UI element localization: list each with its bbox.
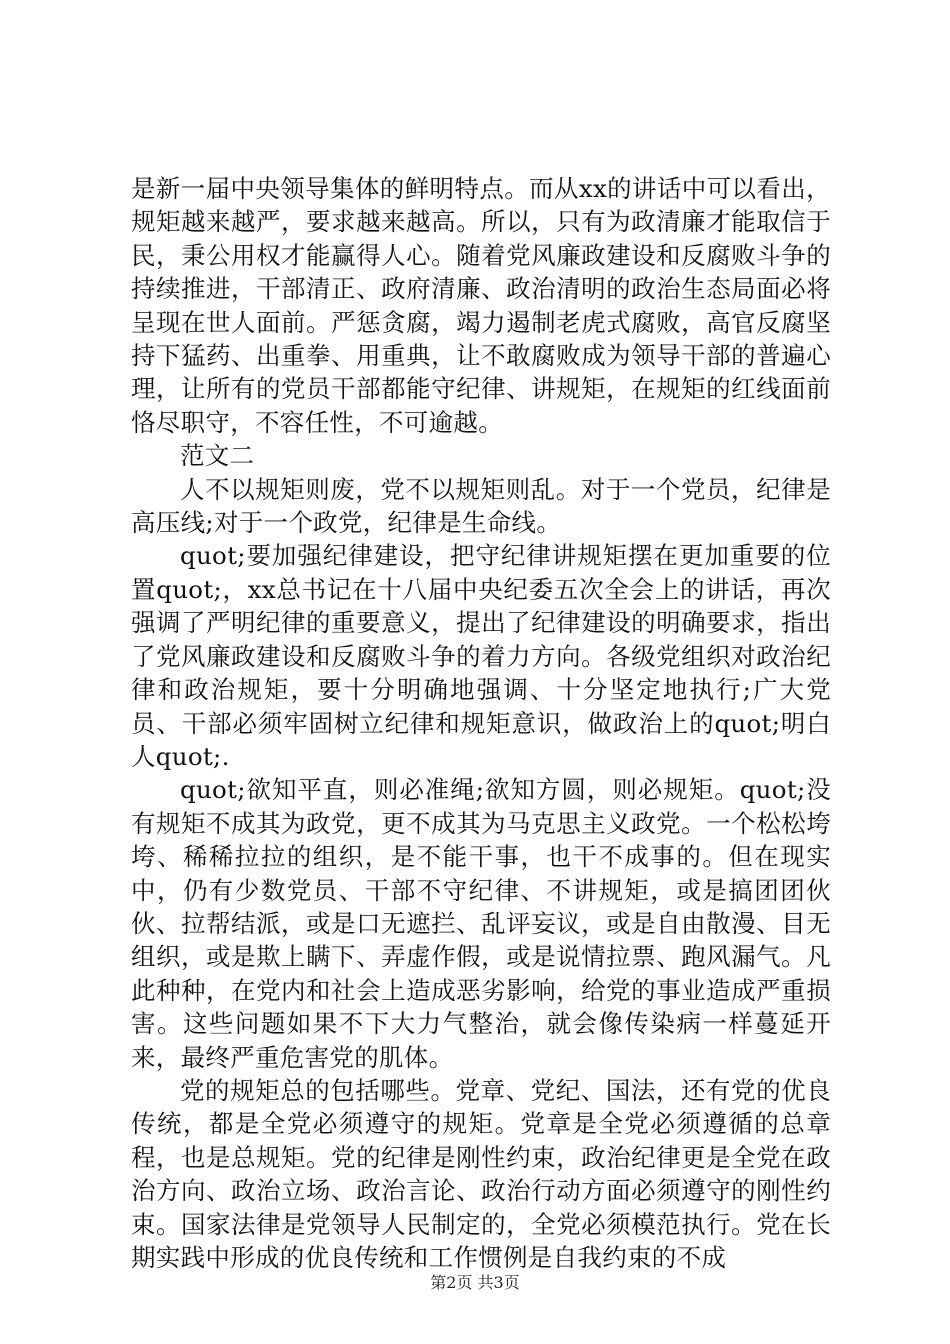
- document-body: [131, 172, 831, 1274]
- paragraph: 人不以规矩则废，党不以规矩则乱。对于一个党员，纪律是高压线;对于一个政党，纪律是生命线。: [131, 474, 831, 538]
- paragraph-continued: 是新一届中央领导集体的鲜明特点。而从xx的讲话中可以看出，规矩越来越严，要求越来越高。所以，只有为政清廉才能取信于民，秉公用权才能赢得人心。随着党风廉政建设和反腐败斗争的持续推进，干部清正、政府清廉、政治清明的政治生态局面必将呈现在世人面前。严惩贪腐，竭力遏制老虎式腐败，高官反腐坚持下猛药、出重拳、用重典，让不敢腐败成为领导干部的普遍心理，让所有的党员干部都能守纪律、讲规矩，在规矩的红线面前恪尽职守，不容任性，不可逾越。: [131, 174, 831, 437]
- page-footer: 第2页 共3页: [430, 1273, 520, 1292]
- section-heading: 范文二: [180, 441, 255, 471]
- paragraph: quot;要加强纪律建设，把守纪律讲规矩摆在更加重要的位置quot;，xx总书记在十八届中央纪委五次全会上的讲话，再次强调了严明纪律的重要意义，提出了纪律建设的明确要求，指出了党风廉政建设和反腐败斗争的着力方向。各级党组织对政治纪律和政治规矩，要十分明确地强调、十分坚定地执行;广大党员、干部必须牢固树立纪律和规矩意识，做政治上的quot;明白人quot;.: [131, 541, 831, 771]
- paragraph: 党的规矩总的包括哪些。党章、党纪、国法，还有党的优良传统，都是全党必须遵守的规矩。党章是全党必须遵循的总章程，也是总规矩。党的纪律是刚性约束，政治纪律更是全党在政治方向、政治立场、政治言论、政治行动方面必须遵守的刚性约束。国家法律是党领导人民制定的，全党必须模范执行。党在长期实践中形成的优良传统和工作惯例是自我约束的不成: [131, 1075, 831, 1272]
- paragraph: quot;欲知平直，则必准绳;欲知方圆，则必规矩。quot;没有规矩不成其为政党，更不成其为马克思主义政党。一个松松垮垮、稀稀拉拉的组织，是不能干事，也干不成事的。但在现实中，仍有少数党员、干部不守纪律、不讲规矩，或是搞团团伙伙、拉帮结派，或是口无遮拦、乱评妄议，或是自由散漫、目无组织，或是欺上瞒下、弄虚作假，或是说情拉票、跑风漏气。凡此种种，在党内和社会上造成恶劣影响，给党的事业造成严重损害。这些问题如果不下大力气整治，就会像传染病一样蔓延开来，最终严重危害党的肌体。: [131, 775, 831, 1072]
